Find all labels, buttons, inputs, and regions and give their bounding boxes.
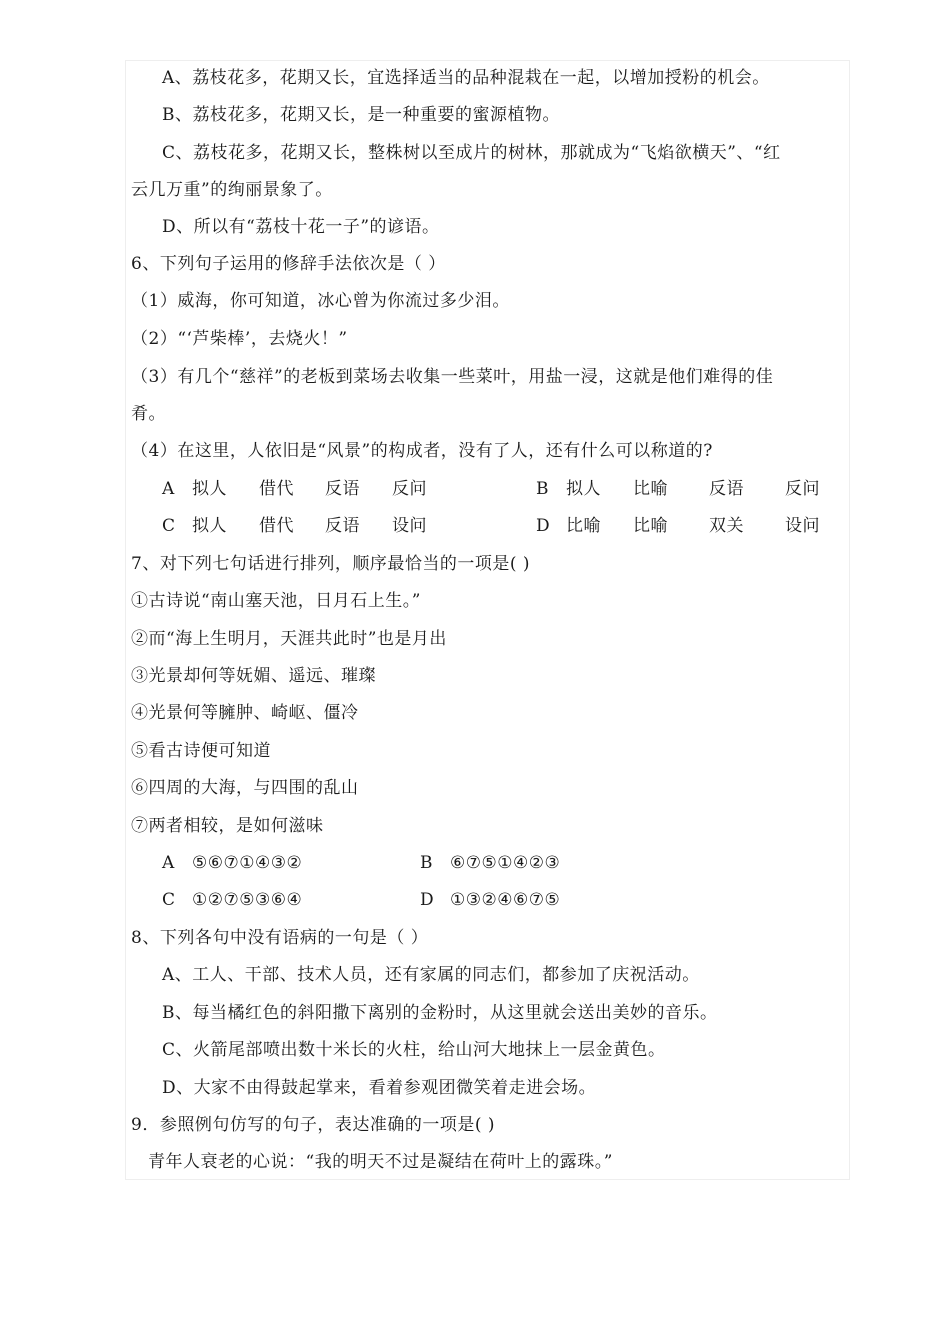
q7-sentence-2: ②而“海上生明月，天涯共此时”也是月出 <box>131 629 447 649</box>
q6-option-c-item-4: 设问 <box>392 516 427 536</box>
q6-option-d-item-4: 设问 <box>785 516 820 536</box>
q6-option-c-item-2: 借代 <box>259 516 294 536</box>
q6-stem: 6、下列句子运用的修辞手法依次是（ ） <box>131 254 446 274</box>
q7-option-d-letter[interactable]: D <box>420 890 435 910</box>
q8-option-b[interactable]: B、每当橘红色的斜阳撒下离别的金粉时，从这里就会送出美妙的音乐。 <box>162 1003 718 1023</box>
q7-sentence-7: ⑦两者相较，是如何滋味 <box>131 816 324 836</box>
q5-option-c-line2: 云几万重”的绚丽景象了。 <box>131 180 333 200</box>
q9-example: 青年人衰老的心说：“我的明天不过是凝结在荷叶上的露珠。” <box>148 1152 613 1172</box>
q6-option-a-item-2: 借代 <box>259 479 294 499</box>
q7-stem: 7、对下列七句话进行排列，顺序最恰当的一项是( ) <box>131 554 530 574</box>
q6-option-b-letter[interactable]: B <box>536 479 549 499</box>
q6-sentence-3-line2: 肴。 <box>131 404 166 424</box>
q6-option-d-item-2: 比喻 <box>633 516 668 536</box>
q5-option-a[interactable]: A、荔枝花多，花期又长，宜选择适当的品种混栽在一起，以增加授粉的机会。 <box>162 68 770 88</box>
q8-option-d[interactable]: D、大家不由得鼓起掌来，看着参观团微笑着走进会场。 <box>162 1078 597 1098</box>
q5-option-b[interactable]: B、荔枝花多，花期又长，是一种重要的蜜源植物。 <box>162 105 560 125</box>
q6-option-b-item-1: 拟人 <box>566 479 601 499</box>
q6-option-a-item-4: 反问 <box>392 479 427 499</box>
q6-option-b-item-3: 反语 <box>709 479 744 499</box>
q7-sentence-6: ⑥四周的大海，与四围的乱山 <box>131 778 359 798</box>
q6-option-d-letter[interactable]: D <box>536 516 551 536</box>
q7-option-a-value: ⑤⑥⑦①④③② <box>192 853 303 873</box>
q6-sentence-3-line1: （3）有几个“慈祥”的老板到菜场去收集一些菜叶，用盐一浸，这就是他们难得的佳 <box>131 367 774 387</box>
q6-option-c-item-3: 反语 <box>325 516 360 536</box>
q7-sentence-1: ①古诗说“南山塞天池，日月石上生。” <box>131 591 421 611</box>
q6-option-c-item-1: 拟人 <box>192 516 227 536</box>
q6-option-a-item-3: 反语 <box>325 479 360 499</box>
q8-option-c[interactable]: C、火箭尾部喷出数十米长的火柱，给山河大地抹上一层金黄色。 <box>162 1040 666 1060</box>
q6-option-d-item-1: 比喻 <box>566 516 601 536</box>
q7-option-a-letter[interactable]: A <box>162 853 175 873</box>
q7-option-d-value: ①③②④⑥⑦⑤ <box>450 890 561 910</box>
q6-option-a-letter[interactable]: A <box>162 479 175 499</box>
q6-option-a-item-1: 拟人 <box>192 479 227 499</box>
q7-sentence-4: ④光景何等臃肿、崎岖、僵冷 <box>131 703 359 723</box>
q5-option-c-line1[interactable]: C、荔枝花多，花期又长，整株树以至成片的树林，那就成为“飞焰欲横天”、“红 <box>162 143 781 163</box>
q9-stem: 9．参照例句仿写的句子，表达准确的一项是( ) <box>131 1115 495 1135</box>
q8-option-a[interactable]: A、工人、干部、技术人员，还有家属的同志们，都参加了庆祝活动。 <box>162 965 700 985</box>
q7-sentence-5: ⑤看古诗便可知道 <box>131 741 271 761</box>
q6-option-b-item-4: 反问 <box>785 479 820 499</box>
q6-option-d-item-3: 双关 <box>709 516 744 536</box>
q6-option-b-item-2: 比喻 <box>633 479 668 499</box>
q5-option-d[interactable]: D、所以有“荔枝十花一子”的谚语。 <box>162 217 440 237</box>
q7-option-b-value: ⑥⑦⑤①④②③ <box>450 853 561 873</box>
q7-sentence-3: ③光景却何等妩媚、遥远、璀璨 <box>131 666 376 686</box>
q8-stem: 8、下列各句中没有语病的一句是（ ） <box>131 928 429 948</box>
q6-sentence-2: （2）“‘芦柴棒’，去烧火！” <box>131 329 348 349</box>
q6-option-c-letter[interactable]: C <box>162 516 176 536</box>
q7-option-c-letter[interactable]: C <box>162 890 176 910</box>
q7-option-b-letter[interactable]: B <box>420 853 433 873</box>
q7-option-c-value: ①②⑦⑤③⑥④ <box>192 890 303 910</box>
q6-sentence-1: （1）威海，你可知道，冰心曾为你流过多少泪。 <box>131 291 510 311</box>
q6-sentence-4: （4）在这里，人依旧是“风景”的构成者，没有了人，还有什么可以称道的? <box>131 441 713 461</box>
